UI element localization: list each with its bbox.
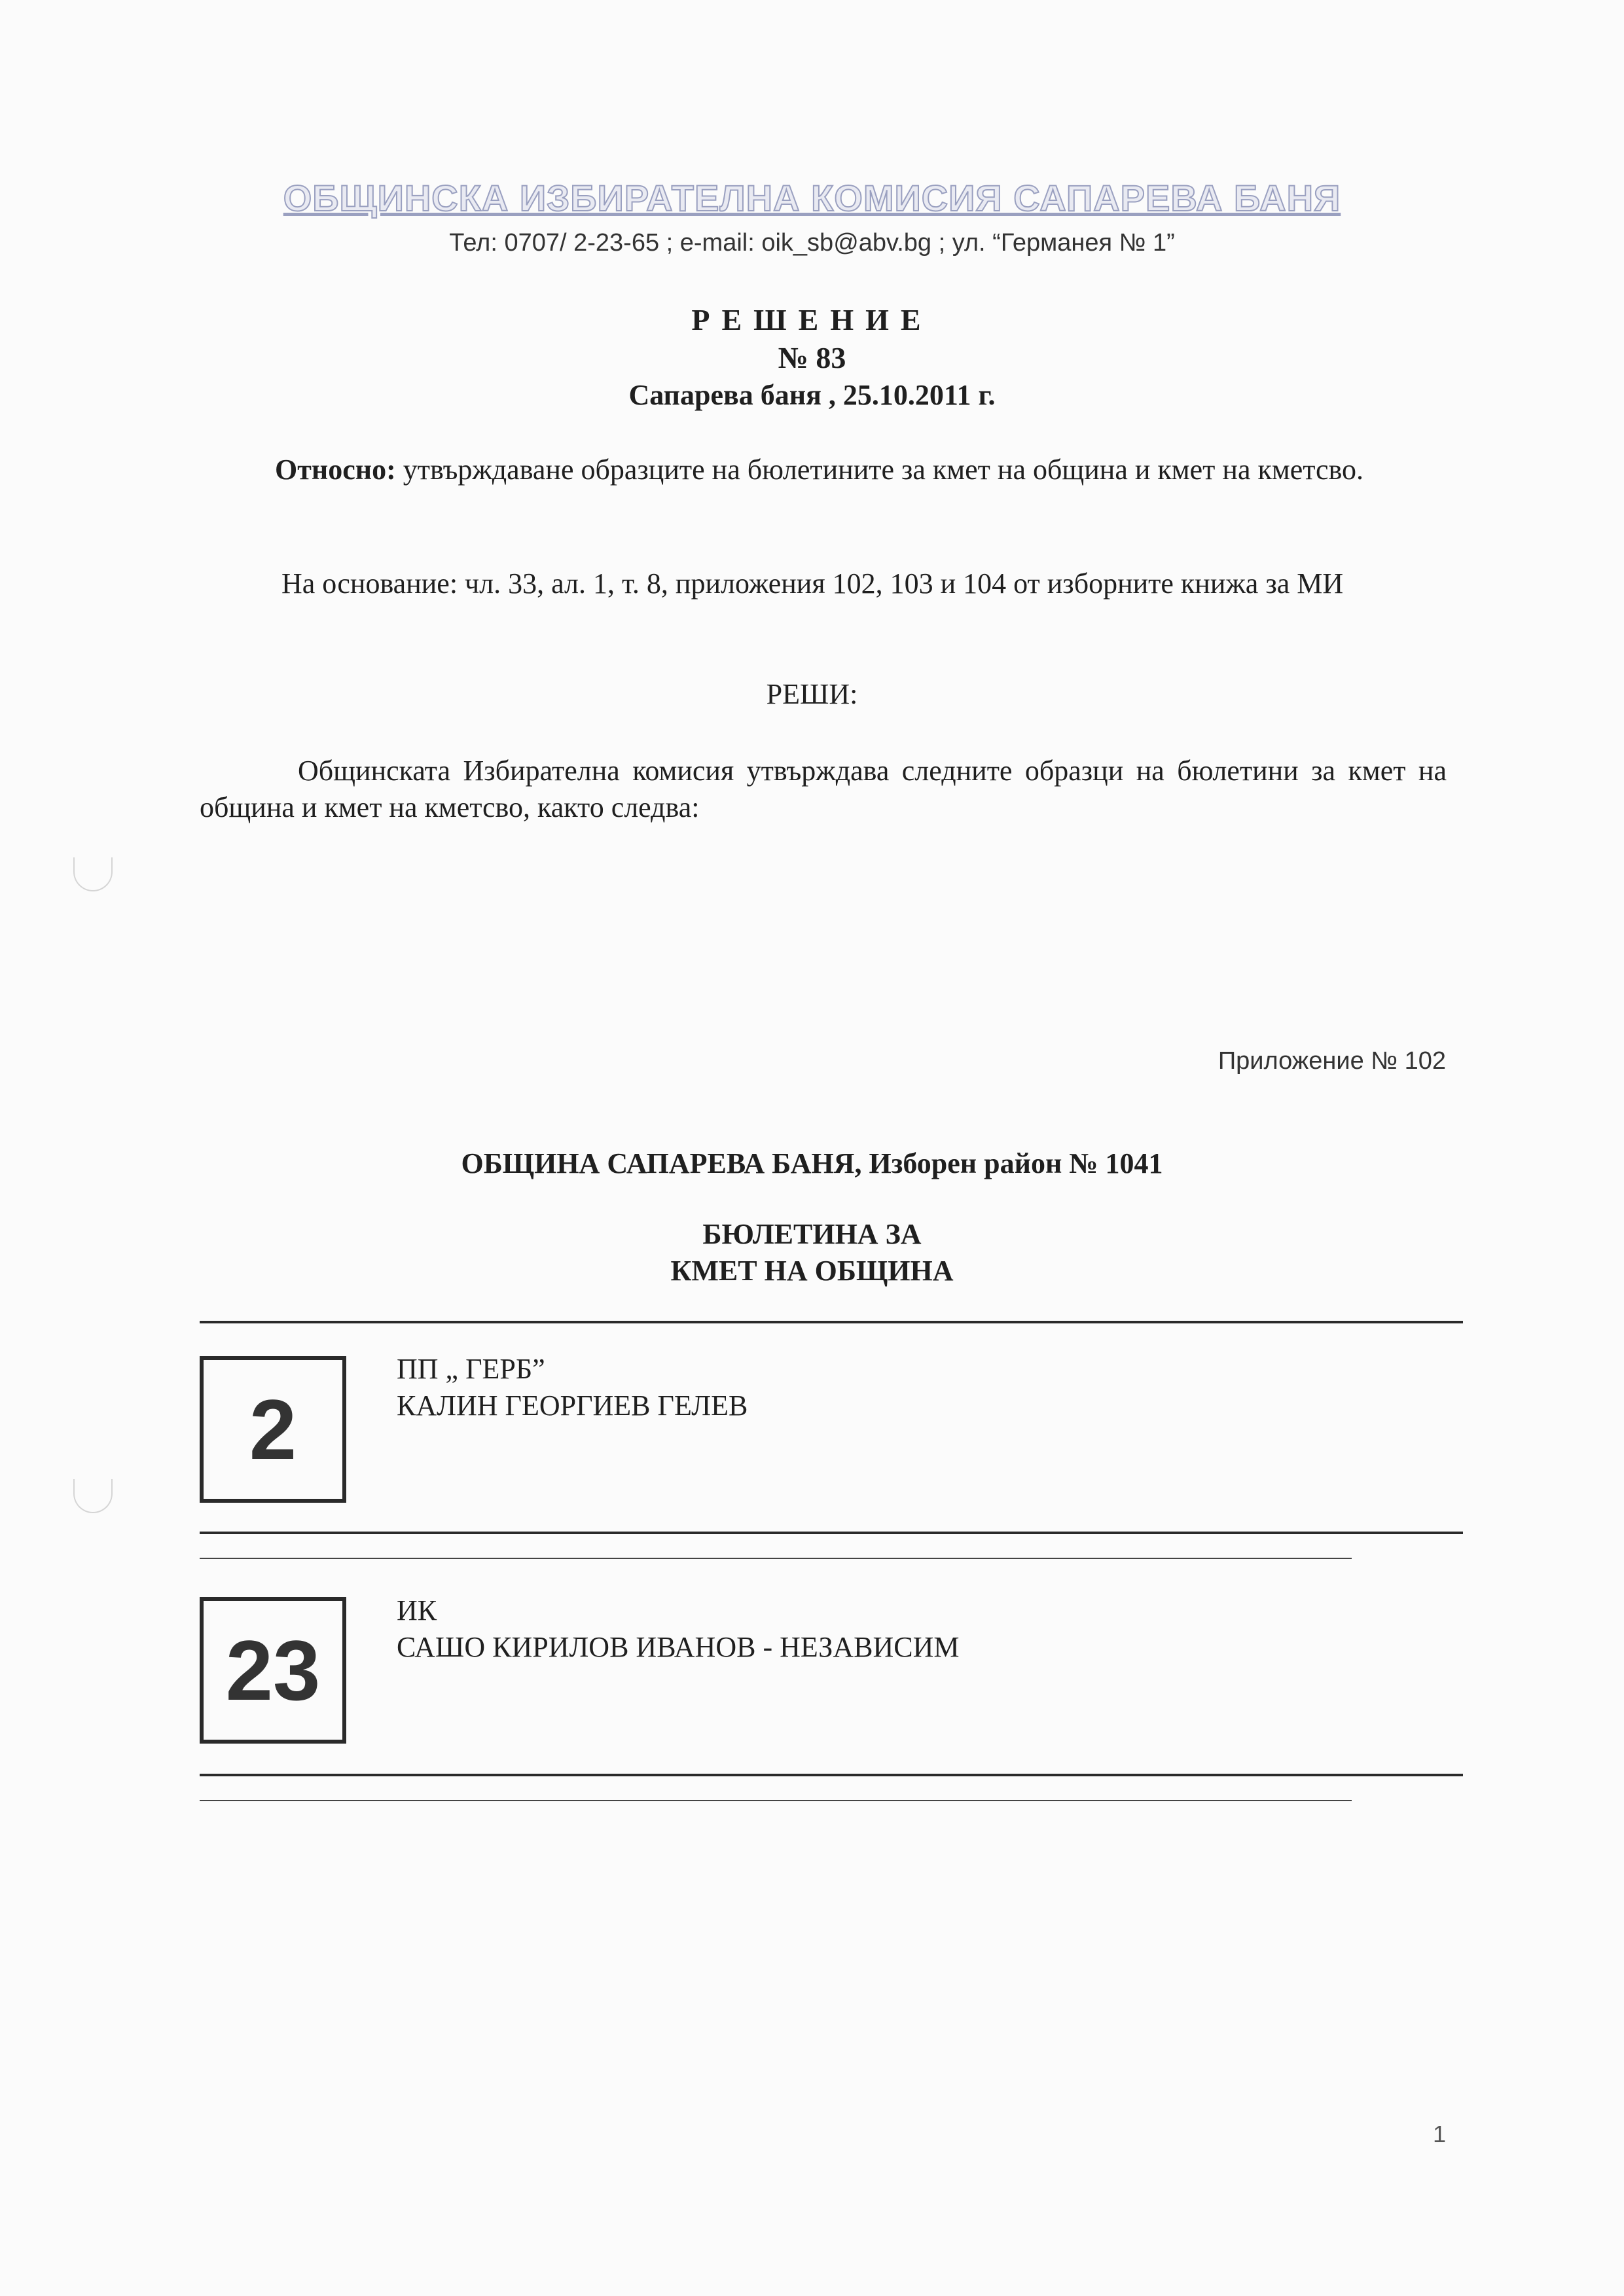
candidate-name: САШО КИРИЛОВ ИВАНОВ - НЕЗАВИСИМ	[397, 1631, 960, 1663]
subject-paragraph	[200, 452, 1447, 488]
candidate-entry	[397, 1592, 959, 1666]
punch-hole	[73, 857, 113, 891]
ballot-divider	[200, 1774, 1463, 1776]
decision-number: № 83	[778, 341, 846, 374]
appendix-label: Приложение № 102	[1218, 1047, 1446, 1075]
ballot-divider	[200, 1532, 1463, 1534]
subject-label: Относно:	[275, 454, 396, 486]
candidate-entry	[397, 1351, 748, 1424]
candidate-name: КАЛИН ГЕОРГИЕВ ГЕЛЕВ	[397, 1390, 748, 1422]
header-organization: ОБЩИНСКА ИЗБИРАТЕЛНА КОМИСИЯ САПАРЕВА БАНЯ	[283, 177, 1341, 219]
ballot-municipality: ОБЩИНА САПАРЕВА БАНЯ, Изборен район № 1041	[461, 1147, 1163, 1179]
ballot-divider-thin	[200, 1800, 1352, 1801]
resolution-paragraph: Общинската Избирателна комисия утвърждава следните образци на бюлетини за кмет на община и кмет на кметсво, както следва:	[200, 755, 1447, 823]
ballot-title-line2: КМЕТ НА ОБЩИНА	[670, 1255, 954, 1287]
resolved-label: РЕШИ:	[766, 678, 858, 710]
candidate-party: ПП „ ГЕРБ”	[397, 1353, 545, 1385]
decision-title: РЕШЕНИЕ	[691, 303, 933, 336]
basis-paragraph: На основание: чл. 33, ал. 1, т. 8, приложения 102, 103 и 104 от изборните книжа за МИ	[281, 567, 1344, 600]
punch-hole	[73, 1479, 113, 1513]
subject-text: утвърждаване образците на бюлетините за кмет на община и кмет на кметсво.	[395, 454, 1363, 486]
ballot-divider	[200, 1321, 1463, 1323]
page-number: 1	[1432, 2121, 1446, 2147]
decision-place-date: Сапарева баня , 25.10.2011 г.	[628, 379, 996, 411]
candidate-party: ИК	[397, 1594, 437, 1626]
ballot-divider-thin	[200, 1558, 1352, 1559]
candidate-number-box: 23	[200, 1597, 346, 1744]
header-contact: Тел: 0707/ 2-23-65 ; e-mail: oik_sb@abv.bg ; ул. “Германея № 1”	[449, 229, 1175, 257]
candidate-number-box: 2	[200, 1356, 346, 1503]
ballot-title	[0, 1216, 1624, 1289]
ballot-title-line1: БЮЛЕТИНА ЗА	[702, 1218, 922, 1250]
